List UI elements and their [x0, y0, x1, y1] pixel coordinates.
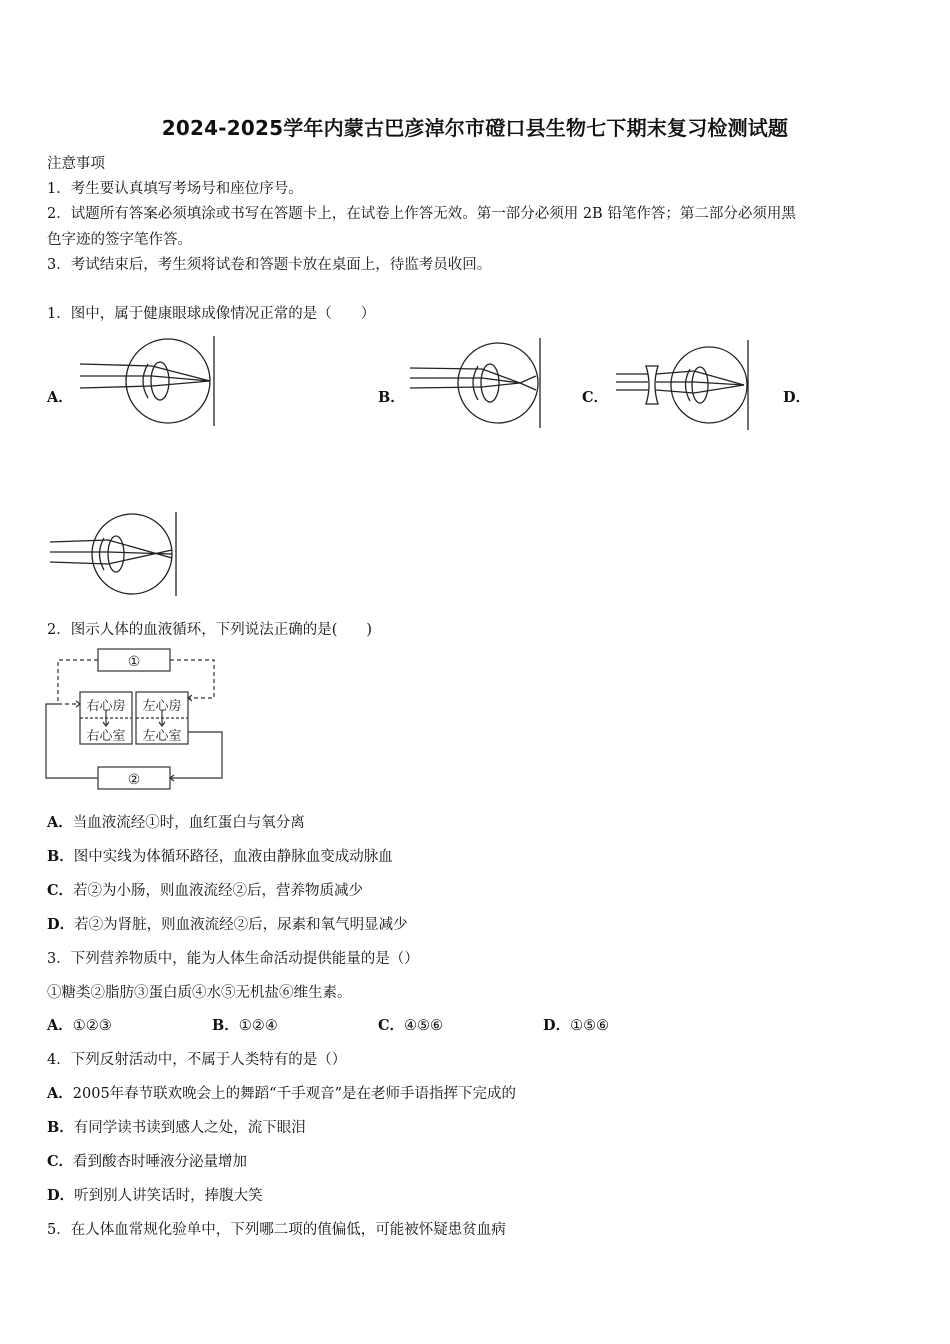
notes-item: 2．试题所有答案必须填涂或书写在答题卡上，在试卷上作答无效。第一部分必须用 2B 铅笔作答；第二部分必须用黑 [47, 206, 796, 222]
q1-option-b-label: B． [378, 389, 405, 406]
q3-option-c: C．④⑤⑥ [378, 1017, 444, 1034]
left-atrium-label: 左心房 [142, 699, 182, 714]
eye-diagram-a [78, 336, 220, 426]
question-3-stem: 3．下列营养物质中，能为人体生命活动提供能量的是（） [47, 951, 419, 967]
concave-lens [646, 366, 658, 404]
left-ventricle-label: 左心室 [142, 729, 182, 744]
q1-option-c-label: C． [582, 389, 609, 406]
box-2-label: ② [127, 772, 141, 788]
q2-option-c: C．若②为小肠，则血液流经②后，营养物质减少 [47, 882, 364, 899]
lens [108, 536, 124, 572]
q4-option-b: B．有同学读书读到感人之处，流下眼泪 [47, 1119, 306, 1136]
q1-option-d-label: D． [783, 389, 811, 406]
notes-item: 色字迹的签字笔作答。 [47, 232, 192, 248]
q3-option-b: B．①②④ [212, 1017, 278, 1034]
circulation-diagram [42, 646, 228, 788]
q2-option-d: D．若②为肾脏，则血液流经②后，尿素和氧气明显减少 [47, 916, 408, 933]
notes-item: 3．考试结束后，考生须将试卷和答题卡放在桌面上，待监考员收回。 [47, 257, 492, 273]
q4-option-c: C．看到酸杏时唾液分泌量增加 [47, 1153, 248, 1170]
eye-diagram-d [48, 512, 180, 596]
eyeball-outline [126, 339, 210, 423]
question-2-stem: 2．图示人体的血液循环，下列说法正确的是( ) [47, 622, 373, 638]
eyeball-outline [458, 343, 538, 423]
question-3-line2: ①糖类②脂肪③蛋白质④水⑤无机盐⑥维生素。 [47, 985, 352, 1001]
right-ventricle-label: 右心室 [86, 729, 126, 744]
box-1-label: ① [127, 654, 141, 670]
q3-option-a: A．①②③ [47, 1017, 112, 1034]
q1-option-a-label: A． [47, 389, 73, 406]
q4-option-d: D．听到别人讲笑话时，捧腹大笑 [47, 1187, 263, 1204]
notes-item: 1．考生要认真填写考场号和座位序号。 [47, 181, 303, 197]
q3-option-d: D．①⑤⑥ [543, 1017, 610, 1034]
q2-option-a: A．当血液流经①时，血红蛋白与氧分离 [47, 814, 305, 831]
eye-diagram-c [614, 340, 754, 430]
page-title: 2024-2025学年内蒙古巴彦淖尔市磴口县生物七下期末复习检测试题 [161, 116, 789, 140]
question-5-stem: 5．在人体血常规化验单中，下列哪二项的值偏低，可能被怀疑患贫血病 [47, 1222, 506, 1238]
right-atrium-label: 右心房 [86, 699, 126, 714]
q4-option-a: A．2005年春节联欢晚会上的舞蹈“千手观音”是在老师手语指挥下完成的 [47, 1085, 516, 1102]
notes-heading: 注意事项 [47, 156, 105, 172]
question-4-stem: 4．下列反射活动中，不属于人类特有的是（） [47, 1052, 347, 1068]
q2-option-b: B．图中实线为体循环路径，血液由静脉血变成动脉血 [47, 848, 393, 865]
eye-diagram-b [408, 338, 550, 428]
question-1-stem: 1．图中，属于健康眼球成像情况正常的是（ ） [47, 306, 376, 322]
